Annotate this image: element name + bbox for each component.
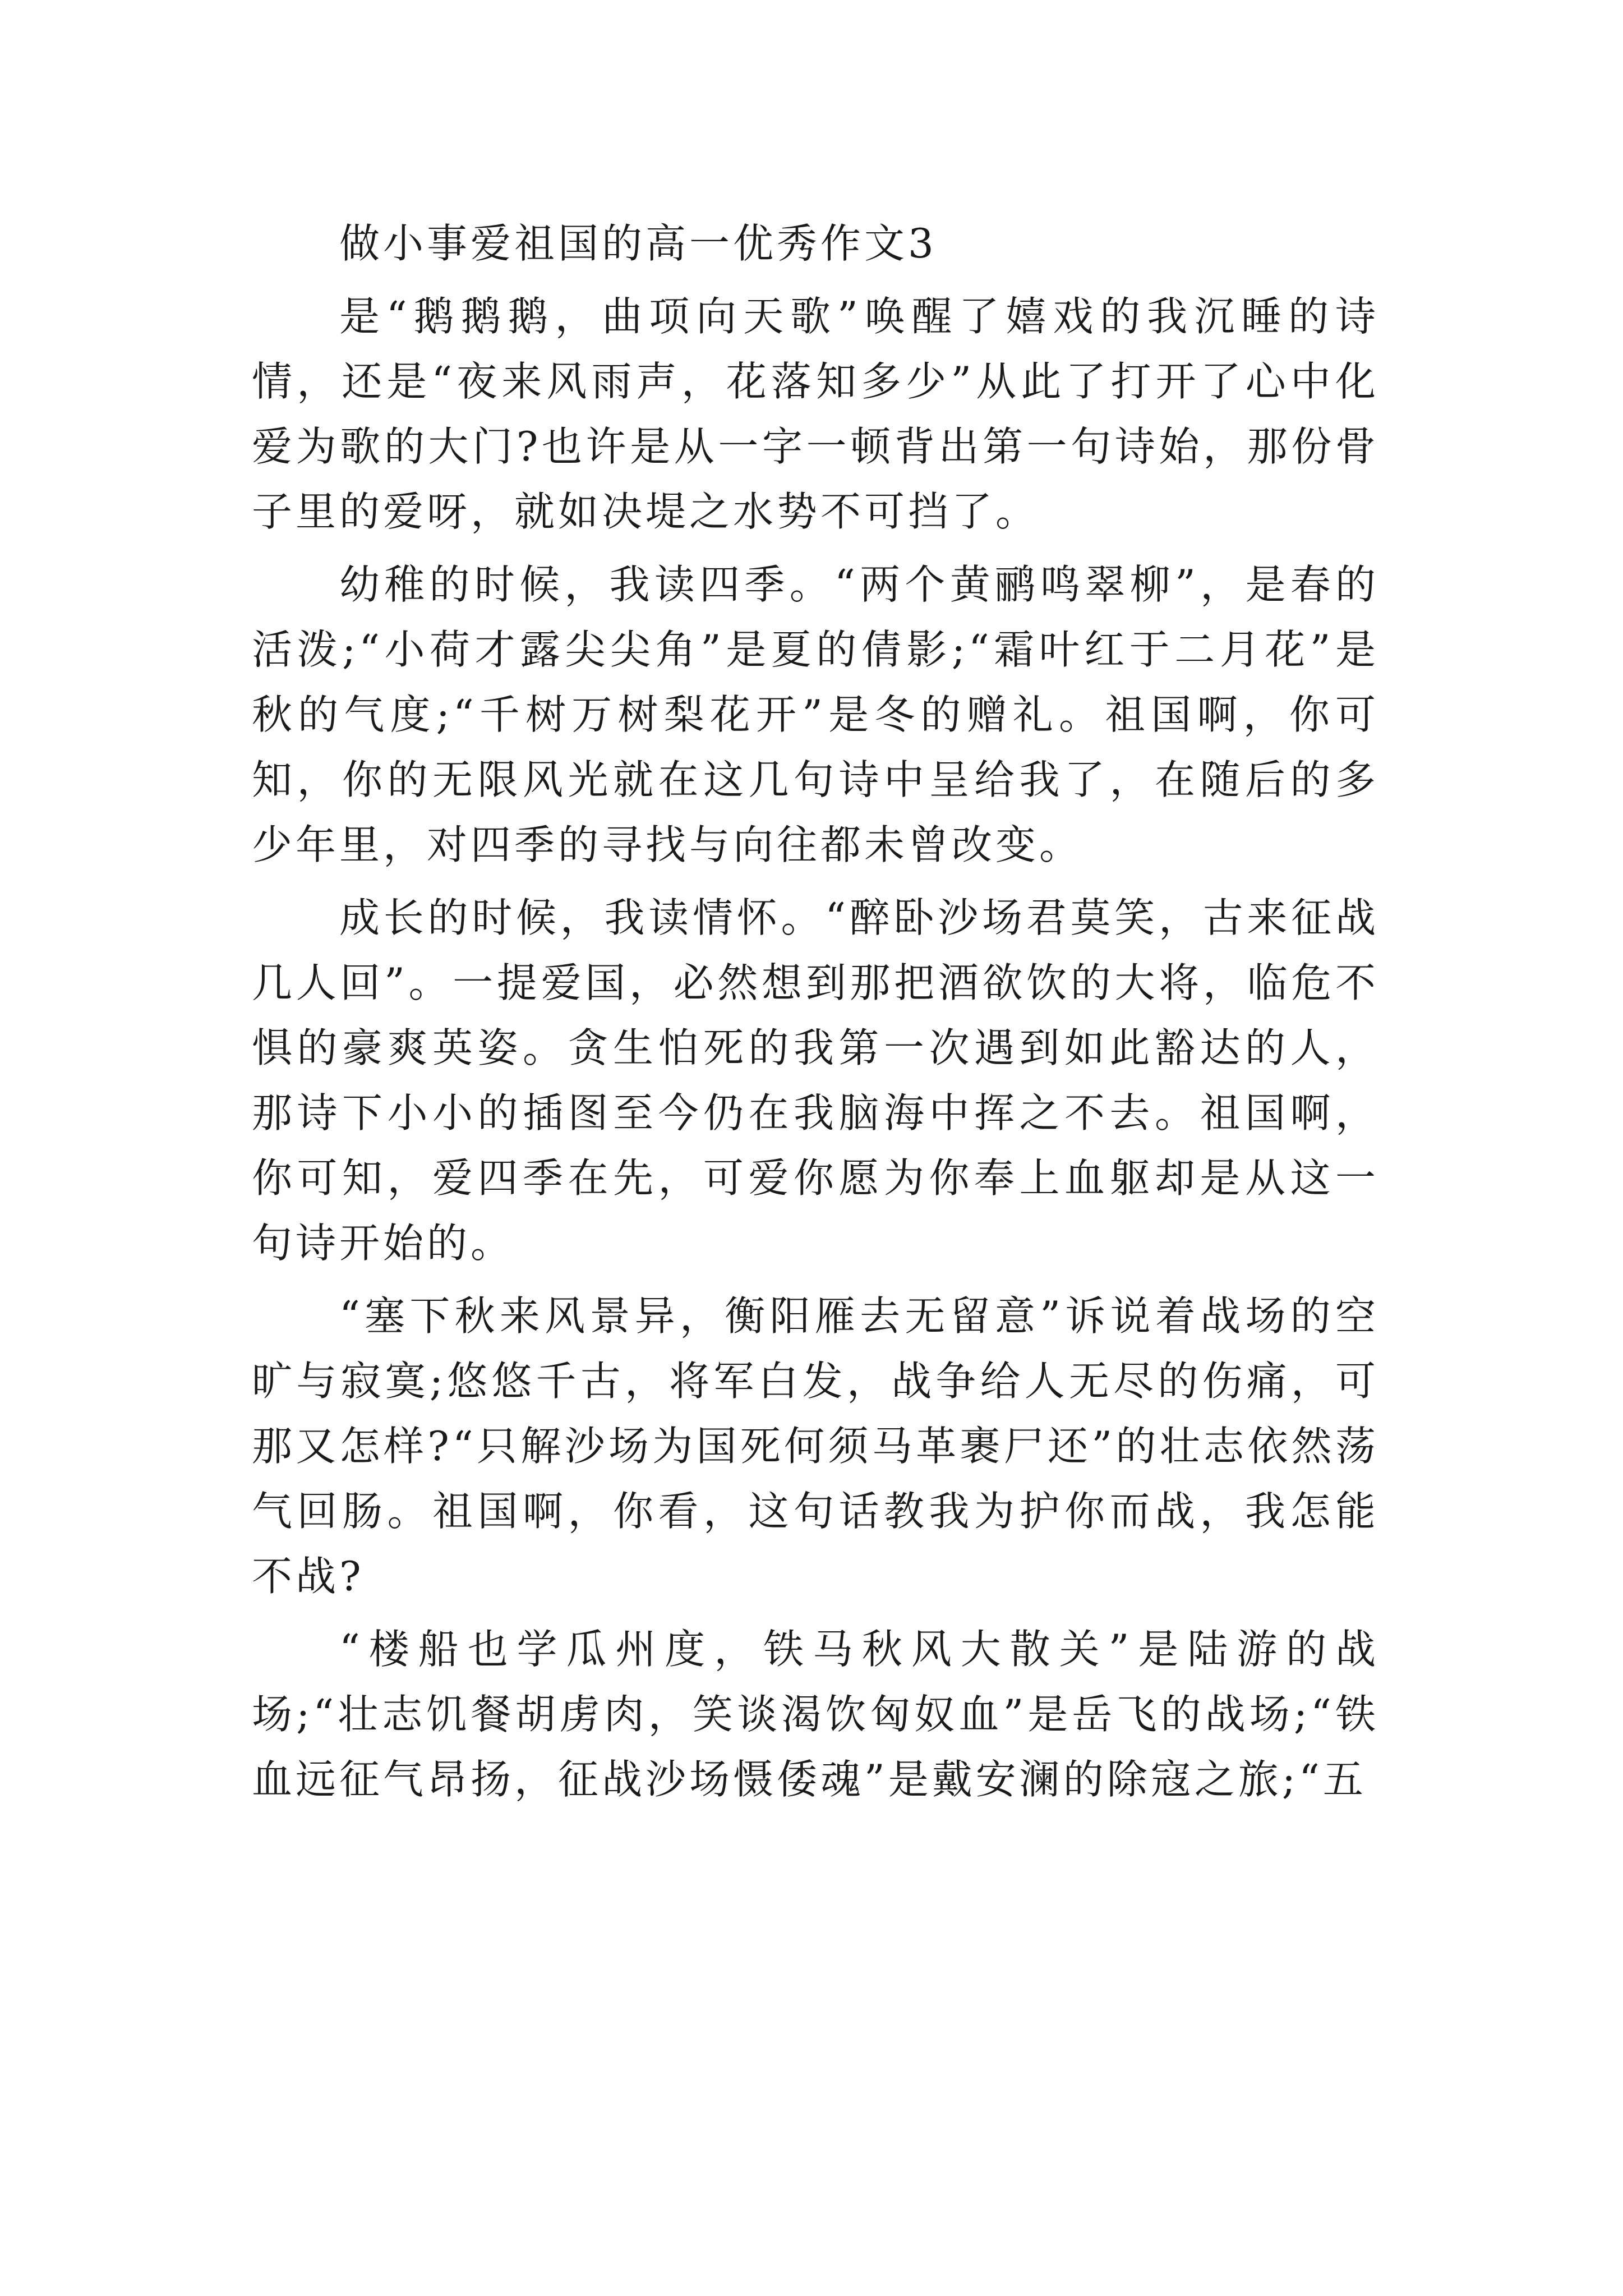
- paragraph-2: 幼稚的时候，我读四季。“两个黄鹂鸣翠柳”，是春的活泼;“小荷才露尖尖角”是夏的倩影;“霜叶红于二月花”是秋的气度;“千树万树梨花开”是冬的赠礼。祖国啊，你可知，你的无限风光就在这几句诗中呈给我了，在随后的多少年里，对四季的寻找与向往都未曾改变。: [252, 561, 1379, 868]
- document-title: 做小事爱祖国的高一优秀作文3: [339, 220, 937, 267]
- paragraph-4: “塞下秋来风景异，衡阳雁去无留意”诉说着战场的空旷与寂寞;悠悠千古，将军白发，战争给人无尽的伤痛，可那又怎样?“只解沙场为国死何须马革裹尸还”的壮志依然荡气回肠。祖国啊，你看，这句话教我为护你而战，我怎能不战?: [252, 1292, 1379, 1600]
- paragraph-3: 成长的时候，我读情怀。“醉卧沙场君莫笑，古来征战几人回”。一提爱国，必然想到那把酒欲饮的大将，临危不惧的豪爽英姿。贪生怕死的我第一次遇到如此豁达的人，那诗下小小的插图至今仍在我脑海中挥之不去。祖国啊，你可知，爱四季在先，可爱你愿为你奉上血躯却是从这一句诗开始的。: [252, 894, 1379, 1267]
- document-body: [252, 211, 1379, 1812]
- paragraph-5: “楼船也学瓜州度，铁马秋风大散关”是陆游的战场;“壮志饥餐胡虏肉，笑谈渴饮匈奴血”是岳飞的战场;“铁血远征气昂扬，征战沙场慑倭魂”是戴安澜的除寇之旅;“五: [252, 1626, 1379, 1803]
- paragraph-1: 是“鹅鹅鹅，曲项向天歌”唤醒了嬉戏的我沉睡的诗情，还是“夜来风雨声，花落知多少”从此了打开了心中化爱为歌的大门?也许是从一字一顿背出第一句诗始，那份骨子里的爱呀，就如决堤之水势不可挡了。: [252, 293, 1379, 535]
